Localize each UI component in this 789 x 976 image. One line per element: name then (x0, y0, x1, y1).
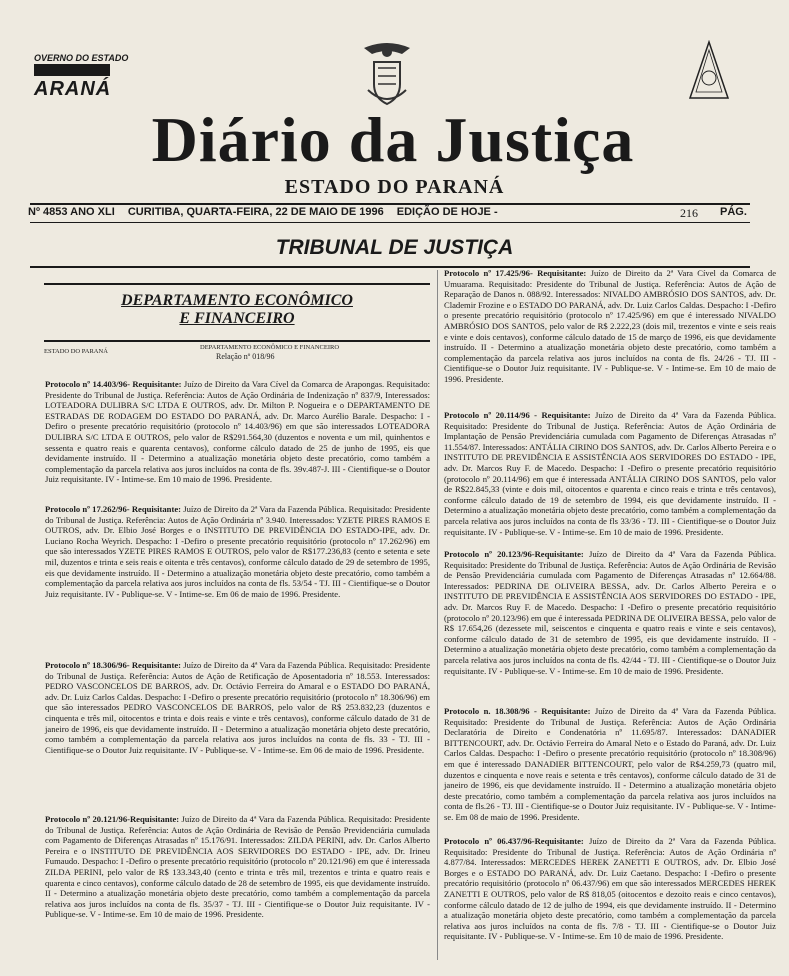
left-entry (45, 379, 430, 485)
department-line2: E FINANCEIRO (179, 310, 295, 327)
right-entry (444, 268, 776, 385)
right-entry (444, 836, 776, 942)
entry-body: Juízo de Direito da 2ª Vara Cível da Comarca de Umuarama. Requisitado: Presidente do Tribunal de Justiça. Referência: Autos de Ação de Reparação de Danos n. 088/92. Interessados: NIVALDO AMBRÓSIO DOS SANTOS, adv. Dr. Clademir Frozine e o ESTADO DO PARANÁ, adv. Dr. Luiz Carlos Caldas. Despacho: I -Defiro o presente precatório requisitório (protocolo nº 17.425/96) em que é interessado NIVALDO AMBRÓSIO DOS SANTOS, pelo valor de R$ 2.222,23 (dois mil, trezentos e vinte e seis reais e vinte e dois centavos), conforme cálculo datado de 15 de março de 1996, eis que devidamente instruído. II - Determino a atualização monetária objeto deste precatório, como também a complementação da parcela relativa aos juros incluídos na conta de fls. 24/26 - TJ. III - Cientifique-se o Doutor Juiz requisitante. IV - Publique-se. V - Intime-se. Em 10 de maio de 1996. Presidente. (444, 268, 777, 384)
section-title: TRIBUNAL DE JUSTIÇA (275, 236, 514, 259)
right-entry (444, 549, 776, 676)
left-entry (45, 814, 430, 920)
left-entry (45, 504, 430, 599)
left-entry (45, 660, 430, 755)
entry-heading: Protocolo nº 20.121/96-Requisitante: (45, 814, 180, 824)
entry-heading: Protocolo nº 14.403/96- Requisitante: (45, 379, 182, 389)
newspaper-title: Diário da Justiça (151, 104, 635, 175)
issue-number: Nº 4853 ANO XLI (28, 206, 115, 218)
coat-of-arms-icon (358, 38, 416, 108)
edition-label: EDIÇÃO DE HOJE - (396, 206, 498, 218)
department-line1: DEPARTAMENTO ECONÔMICO (121, 292, 353, 309)
entry-heading: Protocolo nº 17.425/96- Requisitante: (444, 268, 587, 278)
entry-heading: Protocolo nº 20.123/96-Requisitante: (444, 549, 584, 559)
page-label: PÁG. (720, 206, 747, 218)
info-rule (30, 222, 750, 223)
small-state-label: ESTADO DO PARANÁ (44, 348, 108, 355)
entry-heading: Protocolo n. 18.308/96 - Requisitante: (444, 706, 591, 716)
entry-heading: Protocolo nº 06.437/96-Requisitante: (444, 836, 584, 846)
right-entry (444, 706, 776, 823)
entry-body: Juízo de Direito da Vara Cível da Comarca de Arapongas. Requisitado: Presidente do Tribunal de Justiça. Referência: Autos de Ação Ordinária de Indenização nº 837/9, Interessados: LOTEADORA DULIBRA S/C LTDA E OUTROS, adv. Dr. Milton P. Nogueira e o DEPARTAMENTO DE ESTRADAS DE RODAGEM DO ESTADO DO PARANÁ, adv. Dr. Marco Aurélio Barale. Despacho: I -Defiro o presente precatório requisitório (protocolo nº 14.403/96) em que são interessados LOTEADORA DULIBRA S/C LTDA E OUTROS, pelo valor de R$291.564,30 (duzentos e noventa e um mil, quinhentos e sessenta e quatro reais e quarenta centavos), conforme cálculo datado de 25 de junho de 1995, eis que devidamente instruído. II - Determino a atualização monetária objeto deste precatório, como também a complementação da parcela relativa aos juros incluídos na conta de fls. 39v.487-J. III - Cientifique-se o Doutor Juiz requisitante. IV - Intime-se. Em 10 maio de 1996. Presidente. (45, 379, 431, 485)
department-box (44, 283, 430, 342)
small-dept-label: DEPARTAMENTO ECONÔMICO E FINANCEIRO (200, 344, 340, 351)
newspaper-subtitle: ESTADO DO PARANÁ (284, 176, 505, 198)
entry-body: Juízo de Direito da 4ª Vara da Fazenda Pública. Requisitado: Presidente do Tribunal de Justiça. Referência: Autos de Ação de Retificação de Aposentadoria nº 18.553. Interessados: PEDRO VASCONCELOS DE BARROS, adv. Dr. Octávio Ferreira do Amaral e o ESTADO DO PARANÁ, adv. Dr. Luiz Carlos Caldas. Despacho: I -Defiro o presente precatório requisitório (protocolo nº 18.306/96) em que são interessados PEDRO VASCONCELOS DE BARROS, pelo valor de R$ 253.832,23 (duzentos e cinquenta e três mil, oitocentos e trinta e dois reais e vinte e três centavos), conforme cálculo datado de 31 de janeiro de 1996, eis que devidamente instruído. II - Determino a atualização monetária objeto deste precatório, como também a complementação da parcela relativa aos juros incluídos na conta de fls. 33 - TJ. III - Cientifique-se o Doutor Juiz requisitante. IV - Publique-se. V - Intime-se. Em 06 de maio de 1996. Presidente. (45, 660, 431, 755)
entry-body: Juízo de Direito da 4ª Vara da Fazenda Pública. Requisitado: Presidente do Tribunal de Justiça. Referência: Autos de Ação Ordinária de Revisão de Pensão Previdenciária cumulada com Pagamento de Diferenças Atrasadas nº 15.176/91. Interessados: ZILDA PERINI, adv. Dr. Carlos Alberto Pereira e o INSTITUTO DE PREVIDÊNCIA AOS SERVIDORES DO ESTADO - IPE, adv. Dr. Irineu Fumaudo. Despacho: I -Defiro o presente precatório requisitório (protocolo nº 20.121/96) em que é interessada ZILDA PERINI, pelo valor de R$ 133.343,40 (cento e trinta e três mil, trezentos e trinta e quatro reais e quarenta e cinco centavos), conforme cálculo datado de 28 de setembro de 1995, eis que devidamente instruído. II - Determino a atualização monetária objeto deste precatório, como também a complementação da parcela relativa aos juros incluídos na conta de fls. 35/37 - TJ. III - Cientifique-se o Doutor Juiz requisitante. IV - Publique-se. V - Intime-se. Em 10 de maio de 1996. Presidente. (45, 814, 430, 920)
city-date: CURITIBA, QUARTA-FEIRA, 22 DE MAIO DE 1996 (127, 206, 384, 218)
entry-body: Juízo de Direito da 2ª Vara da Fazenda Pública. Requisitado: Presidente do Tribunal de Justiça. Referência: Autos de Ação Ordinária nº 4.877/84. Interessados: MERCEDES HEREK ZANETTI E OUTROS, adv. Dr. Elbio José Borges e o ESTADO DO PARANÁ, adv. Dr. Luiz Caetano. Despacho: I -Defiro o presente precatório requisitório (protocolo nº 06.437/96) em que são interessados MERCEDES HEREK ZANETTI E OUTROS, pelo valor de R$ 818,05 (oitocentos e dezoito reais e cinco centavos), conforme cálculo datado de 12 de julho de 1994, eis que devidamente instruído. II - Determino a atualização monetária objeto deste precatório, como também a complementação da parcela relativa aos juros incluídos na conta de fls. 7/8 - TJ. III - Cientifique-se o Doutor Juiz requisitante. IV - Publique-se. V - Intime-se. Em 10 de maio de 1996. Presidente. (444, 836, 776, 942)
tribunal-seal-icon (688, 40, 730, 102)
relacao-label: Relação nº 018/96 (216, 352, 275, 361)
entry-heading: Protocolo nº 18.306/96- Requisitante: (45, 660, 182, 670)
entry-body: Juízo de Direito da 2ª Vara da Fazenda Pública. Requisitado: Presidente do Tribunal de Justiça. Referência: Autos de Ação Ordinária nº 3.940. Interessados: YZETE PIRES RAMOS E OUTROS, adv. Dr. Elbio José Borges e o INSTITUTO DE PREVIDÊNCIA DO ESTADO-IPE, adv. Dr. Luciano Rocha Weyrich. Despacho: I -Defiro o presente precatório requisitório (protocolo nº 17.262/96) em que são interessados YZETE PIRES RAMOS E OUTROS, pelo valor de R$177.236,83 (cento e setenta e sete mil, duzentos e trinta e seis reais e oitenta e três centavos), conforme cálculo datado de 29 de setembro de 1995, eis que devidamente instruído. II - Determino a atualização monetária objeto deste precatório, como também a complementação da parcela relativa aos juros incluídos na conta de fls. 53/54 - TJ. III - Cientifique-se o Doutor Juiz requisitante. IV - Publique-se. V - Intime-se. Em 06 de maio de 1996. Presidente. (45, 504, 431, 599)
entry-body: Juízo de Direito da 4ª Vara da Fazenda Pública. Requisitado: Presidente do Tribunal de Justiça. Referência: Autos de Ação Ordinária de Revisão de Pensão Previdenciária cumulada com Pagamento de Diferenças Atrasadas nº 12.664/88. Interessados: PEDRINA DE OLIVEIRA BESSA, adv. Dr. Carlos Alberto Pereira e o INSTITUTO DE PREVIDÊNCIA E ASSISTÊNCIA AOS SERVIDORES DO ESTADO - IPE, adv. Dr. Marcos Ruy F. de Macedo. Despacho: I -Defiro o presente precatório requisitório (protocolo nº 20.123/96) em que é interessada PEDRINA DE OLIVEIRA BESSA, pelo valor de R$ 17.654,26 (dezessete mil, seiscentos e cinquenta e quatro reais e vinte e seis centavos), conforme cálculo datado de 31 de setembro de 1995, eis que devidamente instruído. II - Determino a atualização monetária objeto deste precatório, como também a complementação da parcela relativa aos juros incluídos na conta de fls. 42/44 - TJ. III - Cientifique-se o Doutor Juiz requisitante. IV - Publique-se. V - Intime-se. Em 10 de maio de 1996. Presidente. (444, 549, 776, 676)
right-entry (444, 410, 776, 537)
government-label: OVERNO DO ESTADO (34, 53, 129, 63)
column-divider (437, 270, 438, 960)
state-logo-text: ARANÁ (34, 78, 112, 100)
issue-info-line (28, 206, 728, 218)
entry-body: Juízo de Direito da 4ª Vara da Fazenda Pública. Requisitado: Presidente do Tribunal de Justiça. Referência: Autos de Ação Ordinária de Implantação de Pensão Previdenciária cumulada com Pagamento de Diferenças Atrasadas nº 11.554/87. Interessados: ANTÁLIA CIRINO DOS SANTOS, adv. Dr. Carlos Alberto Pereira e o INSTITUTO DE PREVIDÊNCIA E ASSISTÊNCIA AOS SERVIDORES DO ESTADO - IPE, adv. Dr. Marcos Ruy F. de Macedo. Despacho: I -Defiro o presente precatório requisitório (protocolo nº 20.114/96) em que é interessada ANTÁLIA CIRINO DOS SANTOS, pelo valor de R$22.845,33 (vinte e dois mil, oitocentos e quarenta e cinco reais e trinta e três centavos), conforme cálculo datado de 19 de setembro de 1994, eis que devidamente instruído. II - Determino a atualização monetária objeto deste precatório, como também a complementação da parcela relativa aos juros incluídos na conta de fls 33/36 - TJ. III - Cientifique-se o Doutor Juiz requisitante. IV - Publique-se. V - Intime-se. Em 10 de maio de 1996. Presidente. (444, 410, 776, 537)
entry-heading: Protocolo nº 20.114/96 - Requisitante: (444, 410, 591, 420)
entry-heading: Protocolo nº 17.262/96- Requisitante: (45, 504, 182, 514)
page-number: 216 (680, 206, 698, 220)
government-bar (34, 64, 110, 76)
entry-body: Juízo de Direito da 4ª Vara da Fazenda Pública. Requisitado: Presidente do Tribunal de Justiça. Referência: Autos de Ação Ordinária Declaratória de Direito e Condenatória nº 11.695/87. Interessados: DANADIER BITTENCOURT, adv. Dr. Octávio Ferreira do Amaral Neto e o Estado do Paraná, adv. Dr. Luiz Carlos Caldas. Despacho: I -Defiro o presente precatório requisitório (protocolo nº 18.308/96) em que é interessado DANADIER BITTENCOURT, pelo valor de R$4.259,73 (quatro mil, duzentos e cinquenta e nove reais e setenta e três centavos), conforme cálculo datado de 31 de janeiro de 1996, eis que devidamente instruído. II - Determino a atualização monetária objeto deste precatório, como também a complementação da parcela relativa aos juros incluídos na conta de fls.26 - TJ. III - Cientifique-se o Doutor Juiz requisitante. IV - Publique-se. V - Intime-se. Em 08 de maio de 1996. Presidente. (444, 706, 776, 822)
header-rule (30, 203, 750, 205)
